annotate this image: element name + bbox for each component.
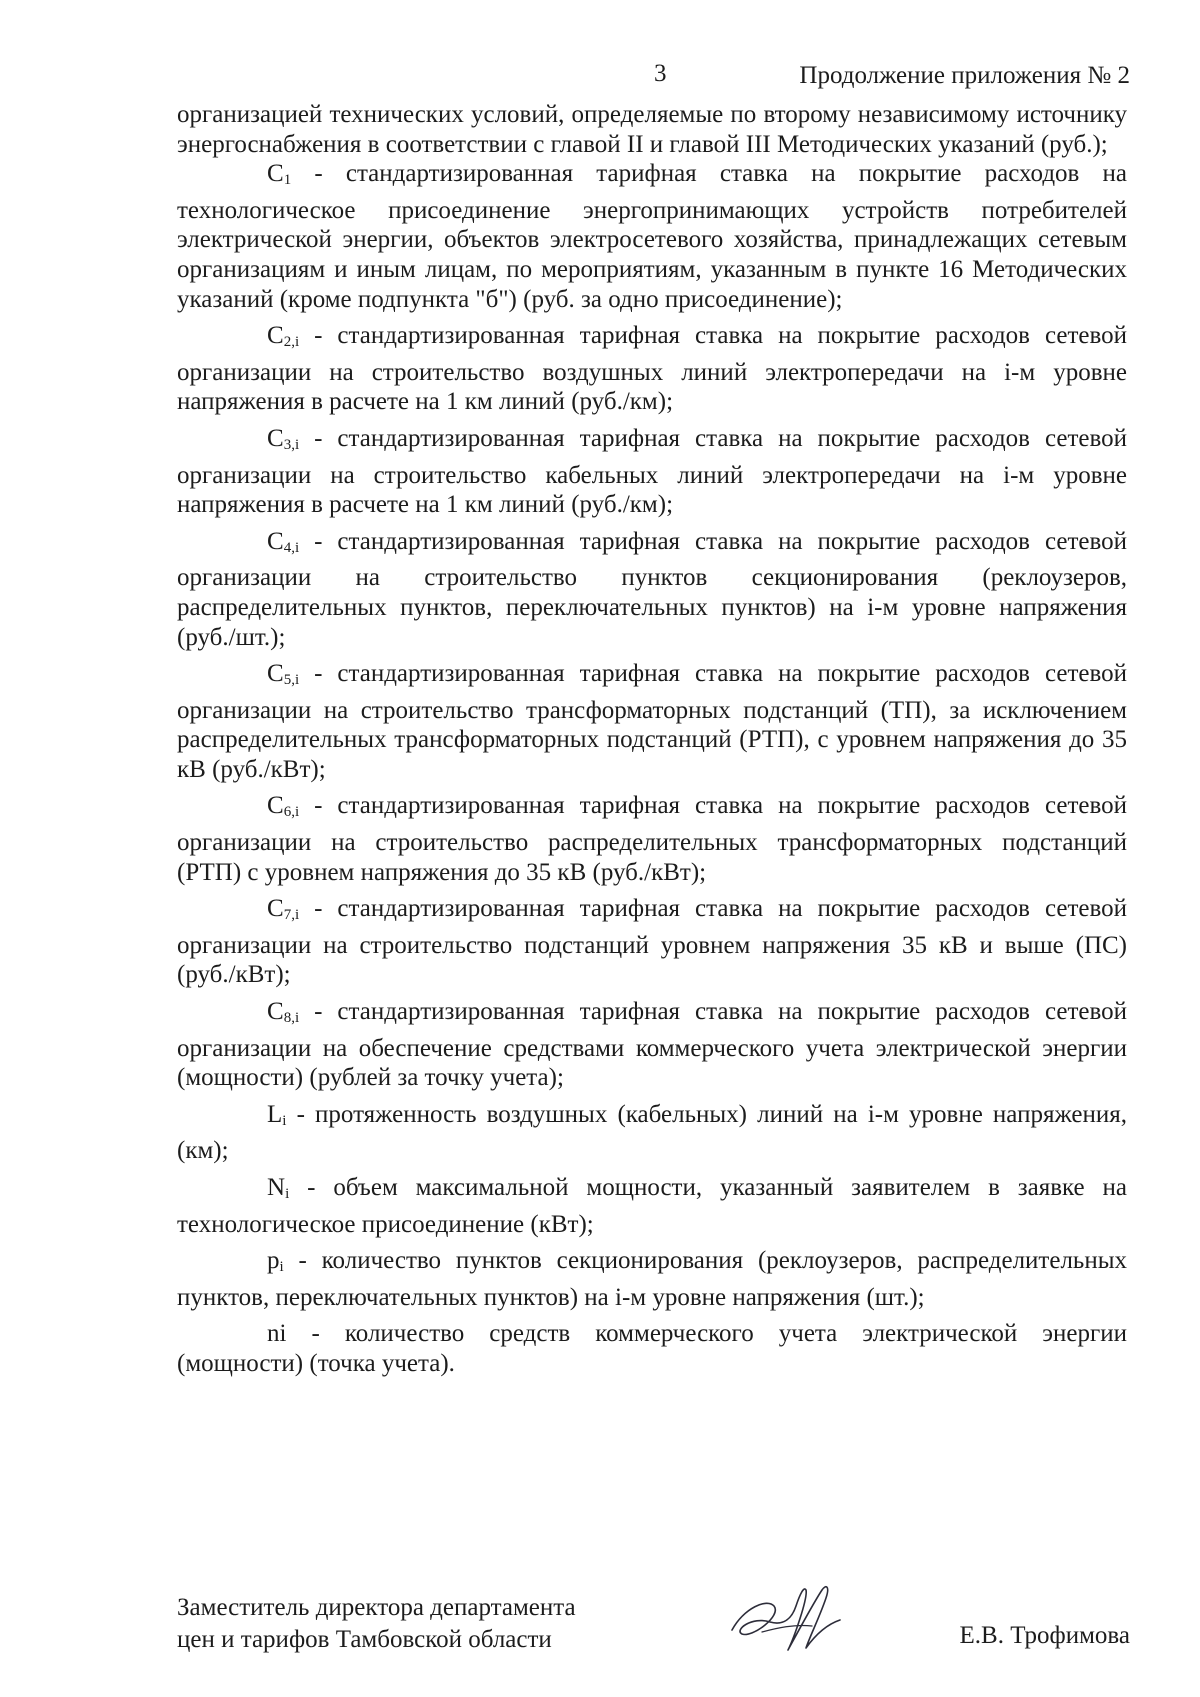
- definition-text: - стандартизированная тарифная ставка на покрытие расходов сетевой организации на строительство пунктов секционирования (реклоузеров, распределительных пунктов, переключательных пунктов) на i-м уровне напряжения (руб./шт.);: [177, 527, 1127, 651]
- definition-text: - протяженность воздушных (кабельных) линий на i-м уровне напряжения, (км);: [177, 1100, 1127, 1165]
- definition-subscript: i: [285, 1186, 290, 1202]
- definition-subscript: 6,i: [283, 804, 300, 821]
- signer-name: Е.В. Трофимова: [959, 1622, 1130, 1649]
- definition-paragraph: [177, 791, 1127, 887]
- definition-subscript: 3,i: [283, 436, 300, 453]
- definition-paragraph: [177, 1246, 1127, 1312]
- definition-symbol: ni: [267, 1320, 287, 1348]
- definition-text: - стандартизированная тарифная ставка на покрытие расходов сетевой организации на строительство распределительных трансформаторных подстанций (РТП) с уровнем напряжения до 35 кВ (руб./кВт);: [177, 792, 1127, 886]
- definition-symbol: C: [267, 160, 284, 188]
- definition-text: - количество пунктов секционирования (реклоузеров, распределительных пунктов, переключательных пунктов) на i-м уровне напряжения (шт.);: [177, 1247, 1128, 1311]
- definitions-list: [177, 159, 1127, 1378]
- definition-subscript: 1: [283, 172, 292, 189]
- definition-paragraph: [177, 424, 1127, 520]
- signer-title-line-1: Заместитель директора департамента: [177, 1594, 576, 1621]
- intro-paragraph: организацией технических условий, определяемые по второму независимому источнику энергоснабжения в соответствии с главой II и главой III Методических указаний (руб.);: [177, 101, 1127, 158]
- page-number: 3: [654, 60, 667, 87]
- definition-paragraph: [177, 527, 1127, 652]
- definition-paragraph: [177, 1319, 1127, 1378]
- document-body: [177, 100, 1127, 1379]
- definition-paragraph: [177, 1173, 1127, 1239]
- definition-symbol: C: [267, 895, 284, 923]
- definition-text: - стандартизированная тарифная ставка на покрытие расходов на технологическое присоединение энергопринимающих устройств потребителей электрической энергии, объектов электросетевого хозяйства, принадлежащих сетевым организациям и иным лицам, по мероприятиям, указанным в пункте 16 Методических указаний (кроме подпункта "б") (руб. за одно присоединение);: [177, 160, 1128, 313]
- definition-symbol: C: [267, 527, 284, 555]
- definition-symbol: C: [267, 660, 284, 688]
- definition-paragraph: [177, 321, 1127, 417]
- definition-subscript: 4,i: [283, 539, 300, 556]
- signature-block: [177, 1592, 576, 1656]
- definition-paragraph: [177, 159, 1127, 314]
- definition-symbol: L: [267, 1100, 283, 1128]
- definition-symbol: C: [267, 322, 284, 350]
- definition-subscript: 2,i: [283, 334, 300, 351]
- definition-paragraph: [177, 894, 1127, 990]
- definition-paragraph: [177, 1100, 1127, 1166]
- continuation-header: Продолжение приложения № 2: [799, 62, 1130, 89]
- definition-subscript: i: [279, 1259, 284, 1276]
- definition-text: - объем максимальной мощности, указанный заявителем в заявке на технологическое присоединение (кВт);: [177, 1174, 1128, 1238]
- definition-subscript: i: [282, 1112, 287, 1129]
- definition-text: - стандартизированная тарифная ставка на покрытие расходов сетевой организации на строительство кабельных линий электропередачи на i-м уровне напряжения в расчете на 1 км линий (руб./км);: [177, 424, 1127, 519]
- definition-symbol: C: [267, 424, 284, 452]
- definition-text: - количество средств коммерческого учета электрической энергии (мощности) (точка учета).: [177, 1320, 1128, 1377]
- definition-symbol: p: [267, 1247, 280, 1275]
- definition-subscript: 8,i: [283, 1010, 300, 1027]
- definition-symbol: N: [267, 1174, 286, 1201]
- definition-text: - стандартизированная тарифная ставка на покрытие расходов сетевой организации на строительство трансформаторных подстанций (ТП), за исключением распределительных трансформаторных подстанций (РТП), с уровнем напряжения до 35 кВ (руб./кВт);: [177, 660, 1127, 783]
- handwritten-signature: [722, 1568, 852, 1663]
- definition-paragraph: [177, 659, 1127, 784]
- definition-symbol: C: [267, 998, 284, 1026]
- definition-text: - стандартизированная тарифная ставка на покрытие расходов сетевой организации на обеспечение средствами коммерческого учета электрической энергии (мощности) (рублей за точку учета);: [177, 998, 1127, 1092]
- definition-text: - стандартизированная тарифная ставка на покрытие расходов сетевой организации на строительство подстанций уровнем напряжения 35 кВ и выше (ПС) (руб./кВт);: [177, 895, 1127, 989]
- definition-subscript: 7,i: [283, 907, 300, 924]
- definition-text: - стандартизированная тарифная ставка на покрытие расходов сетевой организации на строительство воздушных линий электропередачи на i-м уровне напряжения в расчете на 1 км линий (руб./км);: [177, 322, 1127, 416]
- definition-symbol: C: [267, 792, 284, 820]
- definition-paragraph: [177, 997, 1127, 1093]
- signer-title-line-2: цен и тарифов Тамбовской области: [177, 1626, 552, 1653]
- definition-subscript: 5,i: [283, 672, 300, 689]
